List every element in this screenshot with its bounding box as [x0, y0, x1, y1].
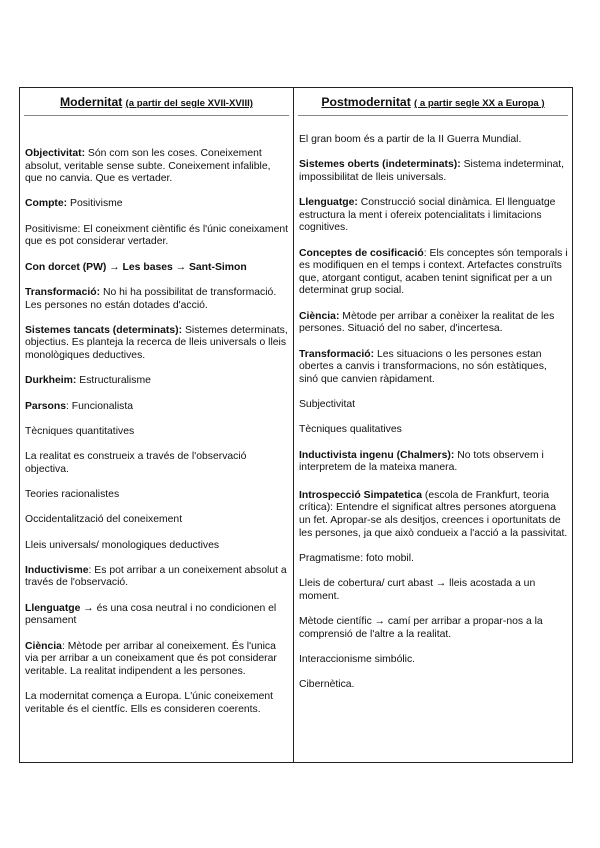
- modernitat-header: [20, 88, 293, 109]
- entry-occidentalitzacio: Occidentalització del coneixement: [25, 514, 183, 526]
- entry-teories-racionalistes: Teories racionalistes: [25, 488, 120, 500]
- entry-tecniques-quantitatives: Tècniques quantitatives: [25, 425, 135, 437]
- entry-inductivisme: Inductivisme: Es pot arribar a un coneixement absolut a través de l'observació.: [25, 564, 287, 589]
- entry-tecniques-qualitatives: Tècniques qualitatives: [299, 424, 402, 436]
- entry-objectivitat: Objectivitat: Són com son les coses. Coneixement absolut, veritable sense subte. Coneixement infalible, que no canvia. Que es vertader.: [25, 148, 271, 185]
- header-divider: [298, 115, 568, 116]
- entry-condorcet: Con dorcet (PW) → Les bases → Sant-Simon: [25, 261, 247, 273]
- postmodernitat-subtitle: ( a partir segle XX a Europa ): [414, 98, 545, 109]
- header-divider: [24, 115, 289, 116]
- entry-lleis-cobertura: Lleis de cobertura/ curt abast → lleis acostada a un moment.: [299, 578, 536, 602]
- entry-introspeccio: Introspecció Simpatetica (escola de Frankfurt, teoria crítica): Entendre el significat altres persones atorguena un fet. Apropar-se als desitjos, creences i oportunitats de les persones, ja que això condueix a l'acció a la passivitat.: [299, 489, 568, 539]
- entry-cibernetica: Cibernètica.: [299, 679, 355, 691]
- entry-modernitat-europa: La modernitat comença a Europa. L'únic coneixement veritable és el cientfíc. Ells es consideren coerents.: [25, 691, 274, 715]
- entry-transformacio: Transformació: No hi ha possibilitat de transformació. Les persones no están dotades d'acció.: [25, 286, 277, 311]
- entry-llenguatge: Llenguatge: Construcció social dinàmica. El llenguatge estructura la ment i ofereix potencialitats i limitacions cognitives.: [299, 197, 556, 234]
- entry-ciencia: Ciència: Mètode per arribar al coneixement. És l'unica via per arribar a un coneixament que és pot considerar veritable. La realitat indipendent a les persones.: [25, 640, 277, 677]
- entry-lleis-universals: Lleis universals/ monologiques deductives: [25, 539, 220, 551]
- postmodernitat-entries: [299, 134, 568, 704]
- modernitat-title: Modernitat: [60, 95, 123, 109]
- postmodernitat-column: [294, 88, 572, 762]
- entry-sistemes-oberts: Sistemes oberts (indeterminats): Sistema indeterminat, impossibilitat de lleis universals.: [299, 159, 565, 183]
- comparison-table: [19, 87, 573, 763]
- entry-subjectivitat: Subjectivitat: [299, 399, 356, 411]
- entry-inductivista-ingenu: Inductivista ingenu (Chalmers): No tots observem i interpretem de la mateixa manera.: [299, 449, 544, 474]
- postmodernitat-header: [294, 88, 572, 109]
- modernitat-entries: [25, 148, 289, 729]
- entry-transformacio: Transformació: Les situacions o les persones estan obertes a canvis i transformacions, no són estàtiques, sinó que canvien ràpidament.: [299, 348, 547, 385]
- entry-parsons: Parsons: Funcionalista: [25, 400, 134, 412]
- entry-durkheim: Durkheim: Estructuralisme: [25, 375, 151, 387]
- entry-interaccionisme: Interaccionisme simbólic.: [299, 653, 416, 665]
- entry-pragmatisme: Pragmatisme: foto mobil.: [299, 552, 414, 564]
- modernitat-column: [20, 88, 294, 762]
- entry-conceptes-cosificacio: Conceptes de cosificació: Els conceptes són temporals i es modifiquen en el temps i context. Artefactes construïts que, atorgant contigut, acaben tenint significat per a un determinat grup social.: [299, 247, 568, 297]
- postmodernitat-title: Postmodernitat: [321, 95, 411, 109]
- entry-ciencia: Ciència: Mètode per arribar a conèixer la realitat de les persones. Situació del no saber, d'incertesa.: [299, 310, 555, 335]
- entry-realitat-observacio: La realitat es construeix a través de l'observació objectiva.: [25, 451, 247, 475]
- entry-gran-boom: El gran boom és a partir de la II Guerra Mundial.: [299, 134, 522, 145]
- entry-compte: Compte: Positivisme: [25, 198, 123, 210]
- modernitat-subtitle: (a partir del segle XVII-XVIII): [125, 98, 253, 109]
- entry-metode-cientific: Mètode científic → camí per arribar a propar-nos a la comprensió de l'altre a la realitat.: [299, 616, 543, 640]
- entry-llenguatge: Llenguatge → és una cosa neutral i no condicionen el pensament: [25, 602, 277, 627]
- entry-positivisme: Positivisme: El coneixment cièntific és l'únic coneixament que es pot considerar vertader.: [25, 223, 289, 248]
- entry-sistemes-tancats: Sistemes tancats (determinats): Sistemes determinats, objectius. Es planteja la recerca de lleis universals o lleis monològiques deductives.: [25, 324, 288, 361]
